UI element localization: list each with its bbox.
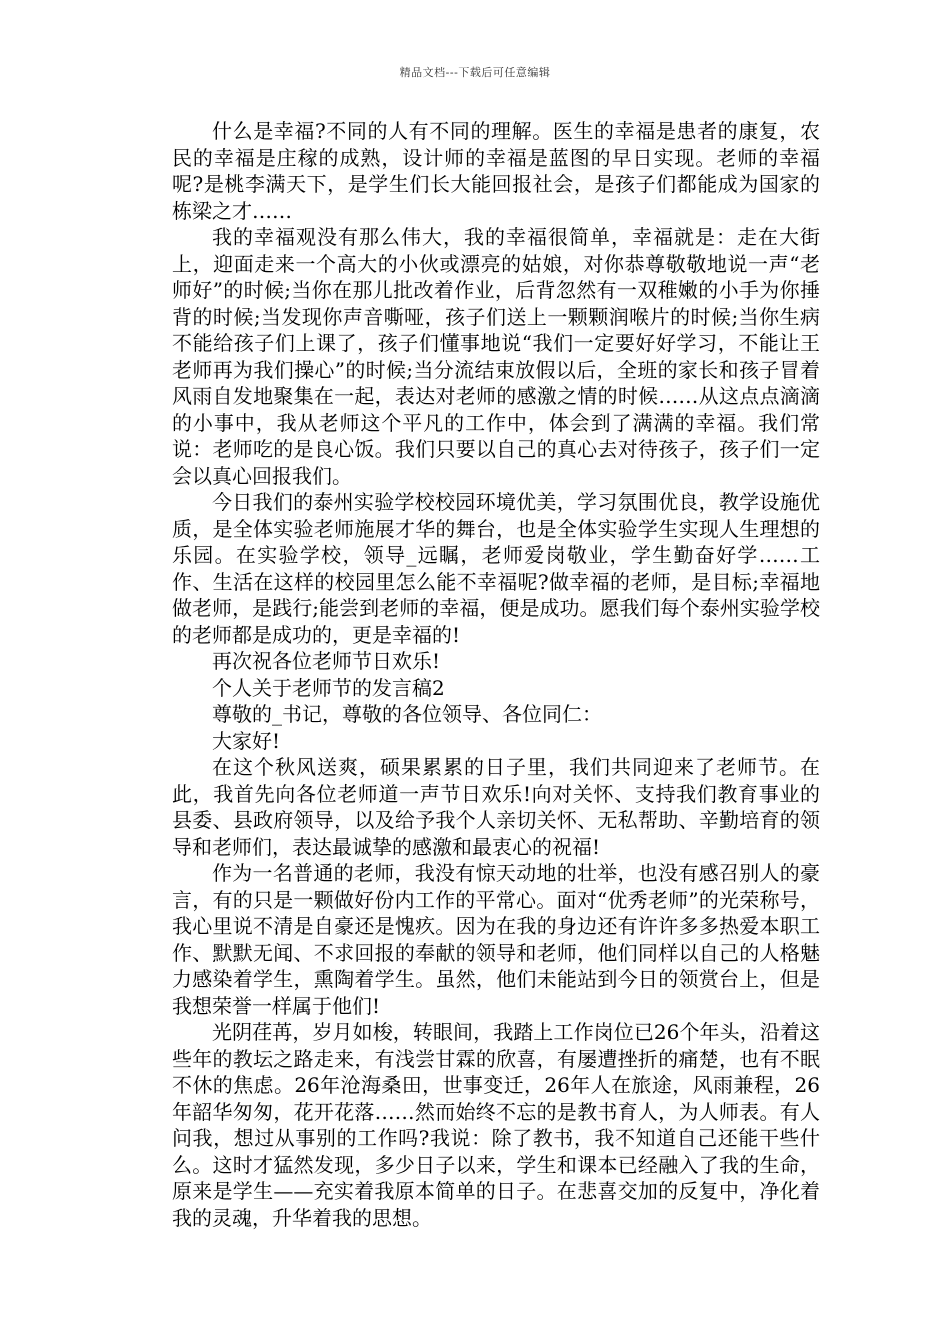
paragraph-years: 光阴荏苒，岁月如梭，转眼间，我踏上工作岗位已26个年头，沿着这些年的教坛之路走来，有浅尝甘霖的欣喜，有屡遭挫折的痛楚，也有不眠不休的焦虑。26年沧海桑田，世事变迁，26年人在旅途，风雨兼程，26年韶华匆匆，花开花落……然而始终不忘的是教书育人，为人师表。有人问我，想过从事别的工作吗?我说：除了教书，我不知道自己还能干些什么。这时才猛然发现，多少日子以来，学生和课本已经融入了我的生命，原来是学生——充实着我原本简单的日子。在悲喜交加的反复中，净化着我的灵魂，升华着我的思想。 xyxy=(172,1020,820,1230)
paragraph-ordinary-teacher: 作为一名普通的老师，我没有惊天动地的壮举，也没有感召别人的豪言，有的只是一颗做好份内工作的平常心。面对“优秀老师”的光荣称号，我心里说不清是自豪还是愧疚。因为在我的身边还有许许多多热爱本职工作、默默无闻、不求回报的奉献的领导和老师，他们同样以自己的人格魅力感染着学生，熏陶着学生。虽然，他们未能站到今日的领赏台上，但是我想荣誉一样属于他们! xyxy=(172,861,820,1018)
greeting: 大家好! xyxy=(212,728,281,753)
document-body xyxy=(172,118,820,1231)
paragraph-autumn: 在这个秋风送爽，硕果累累的日子里，我们共同迎来了老师节。在此，我首先向各位老师道一声节日欢乐!向对关怀、支持我们教育事业的县委、县政府领导，以及给予我个人亲切关怀、无私帮助、辛勤培育的领导和老师们，表达最诚挚的感激和最衷心的祝福! xyxy=(172,755,820,859)
paragraph-wishes: 再次祝各位老师节日欢乐! xyxy=(212,649,441,673)
salutation: 尊敬的_书记，尊敬的各位领导、各位同仁： xyxy=(212,702,602,726)
section-title: 个人关于老师节的发言稿2 xyxy=(212,675,445,700)
paragraph-happiness-view: 我的幸福观没有那么伟大，我的幸福很简单，幸福就是：走在大街上，迎面走来一个高大的小伙或漂亮的姑娘，对你恭尊敬敬地说一声“老师好”的时候;当你在那儿批改着作业，后背忽然有一双稚嫩的小手为你捶背的时候;当发现你声音嘶哑，孩子们送上一颗颗润喉片的时候;当你生病不能给孩子们上课了，孩子们懂事地说“我们一定要好好学习，不能让王老师再为我们操心”的时候;当分流结束放假以后，全班的家长和孩子冒着风雨自发地聚集在一起，表达对老师的感激之情的时候……从这点点滴滴的小事中，我从老师这个平凡的工作中，体会到了满满的幸福。我们常说：老师吃的是良心饭。我们只要以自己的真心去对待孩子，孩子们一定会以真心回报我们。 xyxy=(172,225,820,488)
paragraph-school: 今日我们的泰州实验学校校园环境优美，学习氛围优良，教学设施优质，是全体实验老师施展才华的舞台，也是全体实验学生实现人生理想的乐园。在实验学校，领导_远瞩，老师爱岗敬业，学生勤奋好学……工作、生活在这样的校园里怎么能不幸福呢?做幸福的老师，是目标;幸福地做老师，是践行;能尝到老师的幸福，便是成功。愿我们每个泰州实验学校的老师都是成功的，更是幸福的! xyxy=(172,490,820,647)
page-header: 精品文档---下载后可任意编辑 xyxy=(399,66,551,79)
paragraph-happiness-intro: 什么是幸福?不同的人有不同的理解。医生的幸福是患者的康复，农民的幸福是庄稼的成熟，设计师的幸福是蓝图的早日实现。老师的幸福呢?是桃李满天下，是学生们长大能回报社会，是孩子们都能成为国家的栋梁之才…… xyxy=(172,119,820,223)
